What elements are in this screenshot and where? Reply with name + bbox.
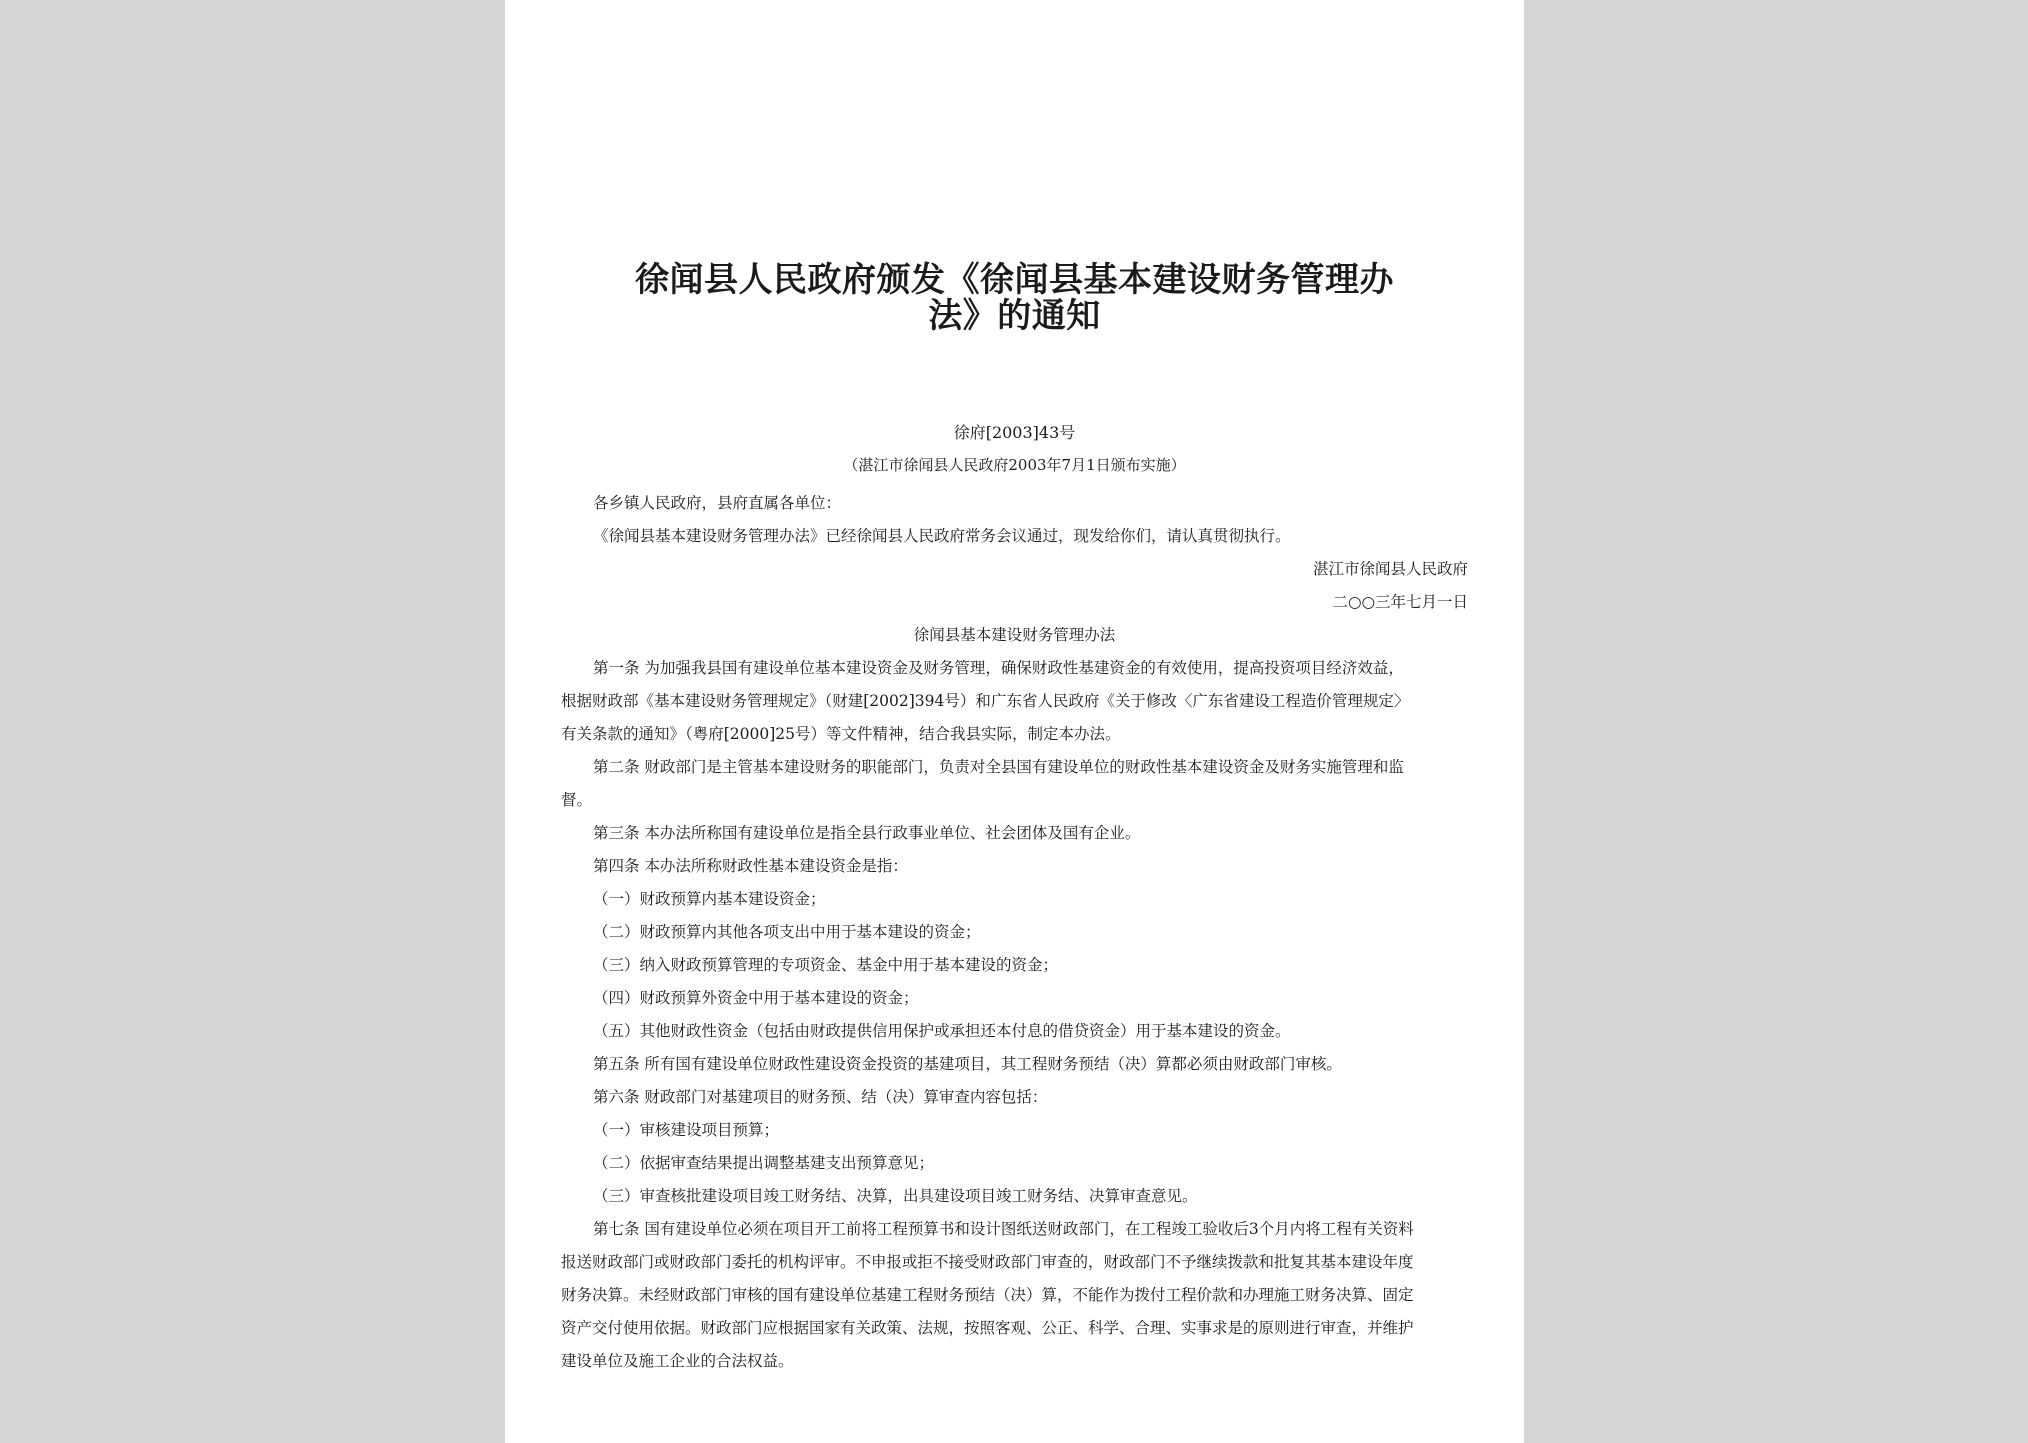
intro-paragraph: 《徐闻县基本建设财务管理办法》已经徐闻县人民政府常务会议通过，现发给你们，请认真贯彻执行。: [593, 527, 1291, 545]
article-7-line-1: 第七条 国有建设单位必须在项目开工前将工程预算书和设计图纸送财政部门，在工程竣工验收后3个月内将工程有关资料: [593, 1220, 1414, 1238]
article-7-line-4: 资产交付使用依据。财政部门应根据国家有关政策、法规，按照客观、公正、科学、合理、实事求是的原则进行审查，并维护: [561, 1319, 1414, 1337]
issue-date: 二○○三年七月一日: [1332, 593, 1468, 611]
article-5: 第五条 所有国有建设单位财政性建设资金投资的基建项目，其工程财务预结（决）算都必须由财政部门审核。: [593, 1055, 1342, 1073]
article-4: 第四条 本办法所称财政性基本建设资金是指：: [593, 857, 908, 875]
article-4-item: （五）其他财政性资金（包括由财政提供信用保护或承担还本付息的借贷资金）用于基本建设的资金。: [593, 1022, 1291, 1040]
article-7-line-3: 财务决算。未经财政部门审核的国有建设单位基建工程财务预结（决）算，不能作为拨付工程价款和办理施工财务决算、固定: [561, 1286, 1414, 1304]
document-title: [610, 262, 1419, 334]
signature: 湛江市徐闻县人民政府: [1312, 560, 1468, 578]
regulation-title: 徐闻县基本建设财务管理办法: [913, 626, 1116, 644]
article-4-item: （三）纳入财政预算管理的专项资金、基金中用于基本建设的资金；: [593, 956, 1059, 974]
document-page: [505, 0, 1524, 1443]
article-4-item: （四）财政预算外资金中用于基本建设的资金；: [593, 989, 919, 1007]
article-1-line-3: 有关条款的通知》（粤府[2000]25号）等文件精神，结合我县实际，制定本办法。: [561, 725, 1121, 743]
salutation: 各乡镇人民政府，县府直属各单位：: [593, 494, 842, 512]
article-6-item: （三）审查核批建设项目竣工财务结、决算，出具建设项目竣工财务结、决算审查意见。: [593, 1187, 1198, 1205]
article-7-line-2: 报送财政部门或财政部门委托的机构评审。不申报或拒不接受财政部门审查的，财政部门不予继续拨款和批复其基本建设年度: [561, 1253, 1414, 1271]
document-title-line-2: 法》的通知: [928, 296, 1101, 336]
article-6: 第六条 财政部门对基建项目的财务预、结（决）算审查内容包括：: [593, 1088, 1048, 1106]
document-number: 徐府[2003]43号: [953, 423, 1076, 442]
article-4-item: （一）财政预算内基本建设资金；: [593, 890, 826, 908]
article-1-line-1: 第一条 为加强我县国有建设单位基本建设资金及财务管理，确保财政性基建资金的有效使用，提高投资项目经济效益，: [593, 659, 1404, 677]
article-7-line-5: 建设单位及施工企业的合法权益。: [561, 1352, 794, 1370]
article-6-item: （二）依据审查结果提出调整基建支出预算意见；: [593, 1154, 935, 1172]
article-6-item: （一）审核建设项目预算；: [593, 1121, 780, 1139]
article-1-line-2: 根据财政部《基本建设财务管理规定》（财建[2002]394号）和广东省人民政府《关于修改〈广东省建设工程造价管理规定〉: [561, 692, 1410, 710]
article-3: 第三条 本办法所称国有建设单位是指全县行政事业单位、社会团体及国有企业。: [593, 824, 1141, 842]
article-2-line-1: 第二条 财政部门是主管基本建设财务的职能部门，负责对全县国有建设单位的财政性基本建设资金及财务实施管理和监: [593, 758, 1404, 776]
issue-note: （湛江市徐闻县人民政府2003年7月1日颁布实施）: [843, 456, 1186, 474]
document-body: [561, 487, 1468, 1378]
article-4-item: （二）财政预算内其他各项支出中用于基本建设的资金；: [593, 923, 981, 941]
document-title-line-1: 徐闻县人民政府颁发《徐闻县基本建设财务管理办: [635, 260, 1394, 300]
article-2-line-2: 督。: [561, 791, 593, 809]
